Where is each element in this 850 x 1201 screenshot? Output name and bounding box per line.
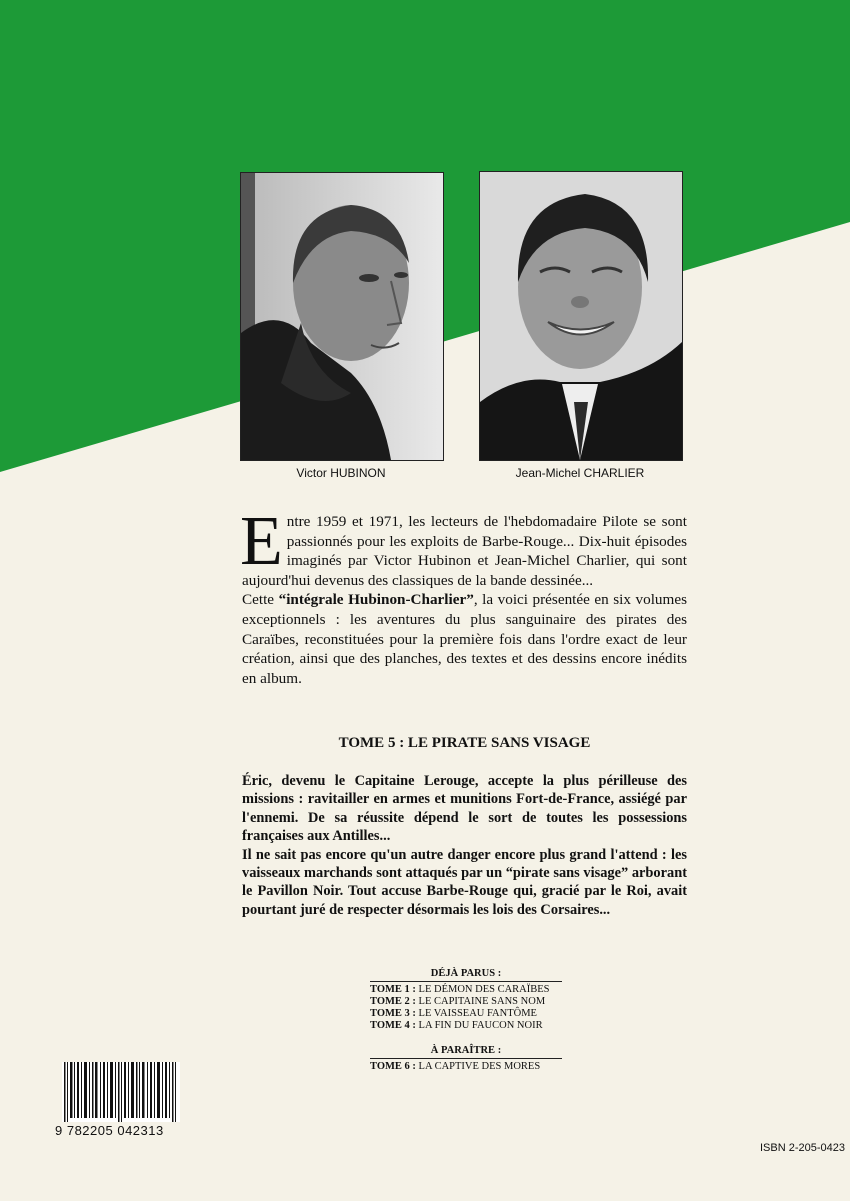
deja-parus-heading: DÉJÀ PARUS : bbox=[370, 968, 562, 982]
list-item-tome: TOME 2 : bbox=[370, 996, 416, 1007]
barcode-digits: 9 782205 042313 bbox=[55, 1123, 164, 1138]
list-item bbox=[370, 1008, 562, 1020]
synopsis-paragraph-1: Éric, devenu le Capitaine Lerouge, accepte la plus périlleuse des missions : ravitailler en armes et munitions Fort-de-France, assiégé par l'ennemi. De sa réussite dépend le sort de toutes les possessions françaises aux Antilles... bbox=[242, 773, 687, 845]
portrait-victor-hubinon bbox=[240, 172, 444, 461]
list-item-title: LA CAPTIVE DES MORES bbox=[418, 1061, 541, 1072]
deja-parus-list bbox=[370, 968, 562, 1032]
list-item bbox=[370, 996, 562, 1008]
list-item-tome: TOME 4 : bbox=[370, 1020, 416, 1031]
portrait-caption-hubinon: Victor HUBINON bbox=[296, 466, 386, 480]
list-item-title: LE DÉMON DES CARAÏBES bbox=[418, 984, 550, 995]
list-item-title: LE CAPITAINE SANS NOM bbox=[418, 996, 546, 1007]
list-item-title: LA FIN DU FAUCON NOIR bbox=[418, 1020, 543, 1031]
portrait-caption-charlier: Jean-Michel CHARLIER bbox=[515, 466, 645, 480]
portrait-jean-michel-charlier bbox=[479, 171, 683, 461]
list-item-tome: TOME 3 : bbox=[370, 1008, 416, 1019]
drop-cap: E bbox=[240, 503, 283, 580]
intro-paragraph-1: ntre 1959 et 1971, les lecteurs de l'hebdomadaire Pilote se sont passionnés pour les exploits de Barbe-Rouge... Dix-huit épisodes imaginés par Victor Hubinon et Jean-Michel Charlier, qui sont aujourd'hui devenus des classiques de la bande dessinée... bbox=[242, 513, 687, 589]
list-item bbox=[370, 1061, 562, 1073]
list-item-tome: TOME 6 : bbox=[370, 1061, 416, 1072]
list-item-tome: TOME 1 : bbox=[370, 984, 416, 995]
synopsis-paragraph-2: Il ne sait pas encore qu'un autre danger encore plus grand l'attend : les vaisseaux marchands sont attaqués par un “pirate sans visage” arborant le Pavillon Noir. Tout accuse Barbe-Rouge qui, gracié par le Roi, avait pourtant juré de respecter désormais les lois des Corsaires... bbox=[242, 846, 687, 918]
intro-text bbox=[240, 503, 687, 688]
barcode bbox=[62, 1062, 180, 1122]
list-item bbox=[370, 984, 562, 996]
intro-series-name: “intégrale Hubinon-Charlier” bbox=[278, 591, 474, 609]
synopsis bbox=[242, 772, 687, 919]
a-paraitre-heading: À PARAÎTRE : bbox=[370, 1045, 562, 1059]
intro-paragraph-2-end: , la voici présentée en six volumes exceptionnels : les aventures du plus sanguinaire des pirates des Caraïbes, reconstituées pour la première fois dans l'ordre exact de leur création, ainsi que des planches, des textes et des dessins encore inédits en album. bbox=[242, 591, 687, 687]
a-paraitre-list bbox=[370, 1045, 562, 1073]
list-item-title: LE VAISSEAU FANTÔME bbox=[418, 1008, 537, 1019]
tome-title: TOME 5 : LE PIRATE SANS VISAGE bbox=[338, 735, 591, 751]
isbn: ISBN 2-205-0423 bbox=[760, 1142, 845, 1154]
list-item bbox=[370, 1020, 562, 1032]
intro-paragraph-2-start: Cette bbox=[242, 591, 279, 609]
